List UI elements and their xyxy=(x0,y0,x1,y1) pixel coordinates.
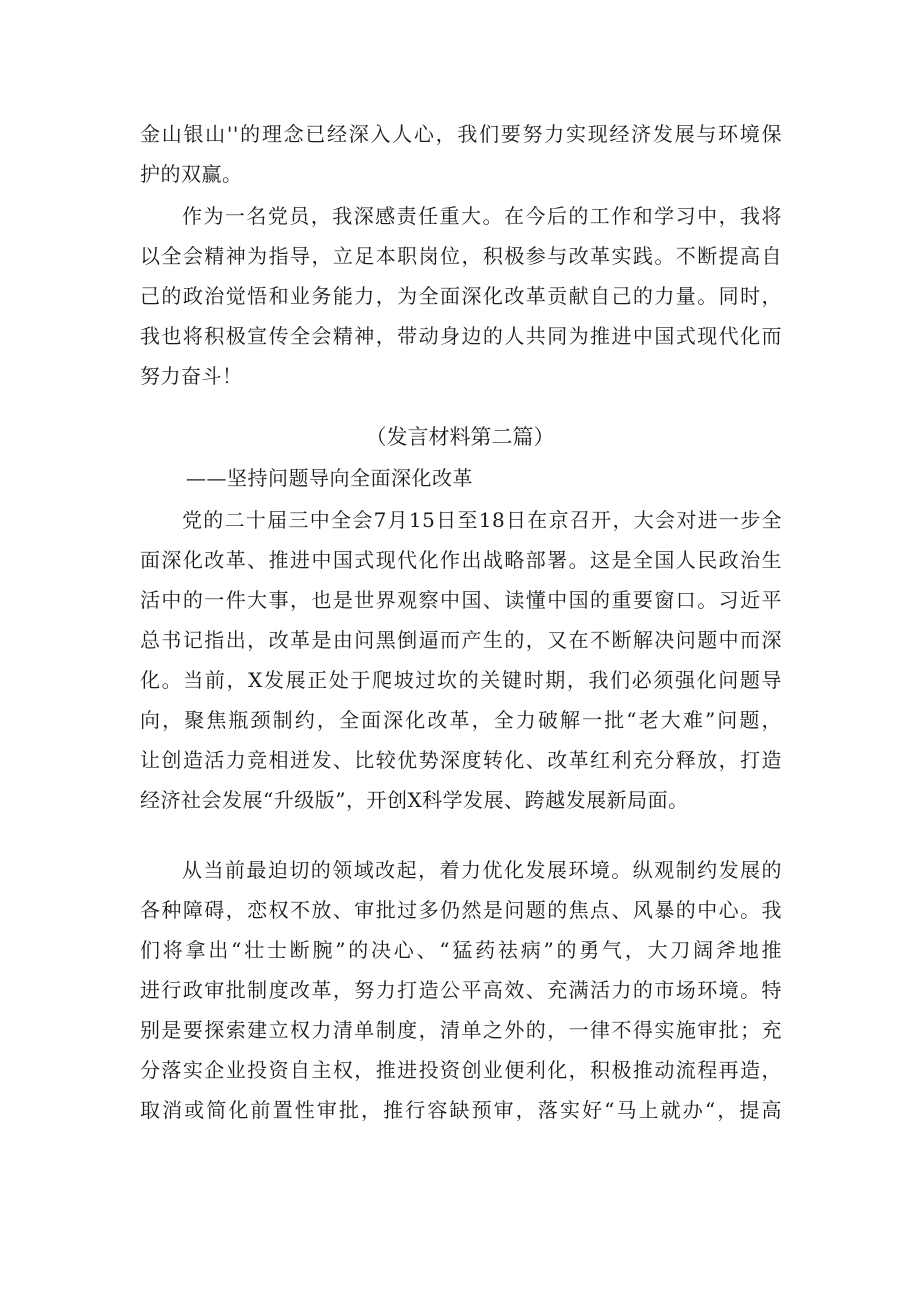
paragraph-line: 我也将积极宣传全会精神，带动身边的人共同为推进中国式现代化而 xyxy=(140,324,782,348)
paragraph-line: 进行政审批制度改革，努力打造公平高效、充满活力的市场环境。特 xyxy=(140,978,782,1002)
paragraph-line: 己的政治觉悟和业务能力，为全面深化改革贡献自己的力量。同时， xyxy=(140,284,782,308)
paragraph-line: 护的双赢。 xyxy=(140,162,243,186)
paragraph-2 xyxy=(140,196,782,396)
paragraph-line: 化。当前，X发展正处于爬坡过坎的关键时期，我们必须强化问题导 xyxy=(140,668,782,692)
paragraph-3 xyxy=(140,500,782,820)
paragraph-line: 取消或简化前置性审批，推行容缺预审，落实好“马上就办“，提高 xyxy=(140,1098,782,1122)
paragraph-line: 党的二十届三中全会7月15日至18日在京召开，大会对进一步全 xyxy=(182,508,782,532)
paragraph-line: 以全会精神为指导，立足本职岗位，积极参与改革实践。不断提高自 xyxy=(140,244,782,268)
paragraph-line: 从当前最迫切的领域改起，着力优化发展环境。纵观制约发展的 xyxy=(182,858,782,882)
paragraph-line: 让创造活力竞相迸发、比较优势深度转化、改革红利充分释放，打造 xyxy=(140,748,782,772)
paragraph-line: 分落实企业投资自主权，推进投资创业便利化，积极推动流程再造， xyxy=(140,1058,782,1082)
section-subtitle: ——坚持问题导向全面深化改革 xyxy=(186,466,473,490)
paragraph-line: 向，聚焦瓶颈制约，全面深化改革，全力破解一批“老大难”问题， xyxy=(140,708,782,732)
paragraph-1 xyxy=(140,114,782,194)
paragraph-line: 们将拿出“壮士断腕”的决心、“猛药祛病”的勇气，大刀阔斧地推 xyxy=(140,938,782,962)
paragraph-line: 经济社会发展“升级版”，开创X科学发展、跨越发展新局面。 xyxy=(140,788,689,812)
paragraph-4 xyxy=(140,850,782,1130)
paragraph-line: 作为一名党员，我深感责任重大。在今后的工作和学习中，我将 xyxy=(182,204,782,228)
paragraph-line: 各种障碍，恋权不放、审批过多仍然是问题的焦点、风暴的中心。我 xyxy=(140,898,782,922)
paragraph-line: 总书记指出，改革是由问黑倒逼而产生的，又在不断解决问题中而深 xyxy=(140,628,782,652)
paragraph-line: 别是要探索建立权力清单制度，清单之外的，一律不得实施审批；充 xyxy=(140,1018,782,1042)
paragraph-line: 努力奋斗！ xyxy=(140,364,243,388)
section-heading: （发言材料第二篇） xyxy=(365,425,555,449)
paragraph-line: 金山银山''的理念已经深入人心，我们要努力实现经济发展与环境保 xyxy=(140,122,782,146)
paragraph-line: 活中的一件大事，也是世界观察中国、读懂中国的重要窗口。习近平 xyxy=(140,588,782,612)
paragraph-line: 面深化改革、推进中国式现代化作出战略部署。这是全国人民政治生 xyxy=(140,548,782,572)
